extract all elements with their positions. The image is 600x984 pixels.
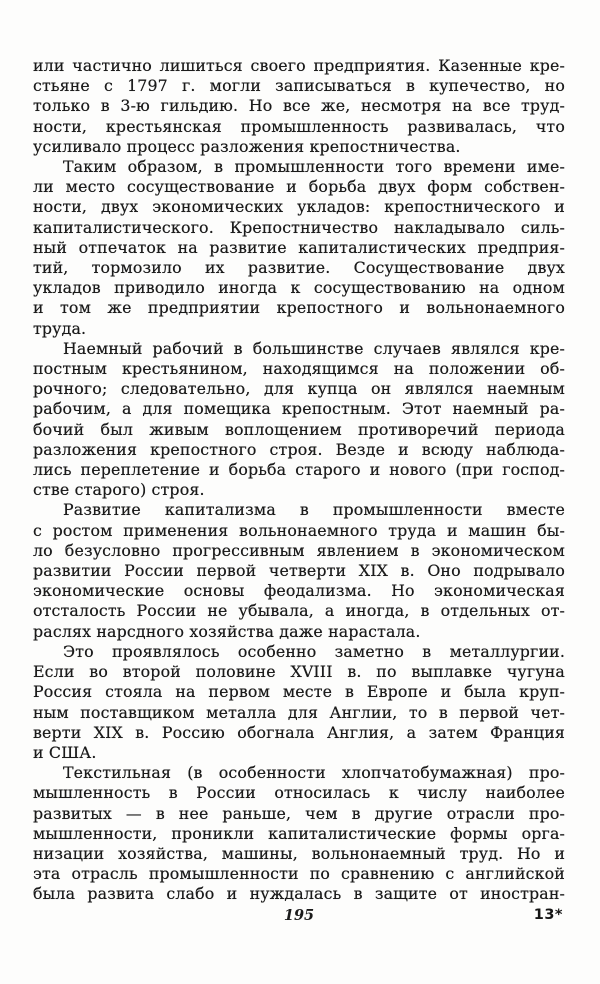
text-line: тий, тормозило их развитие. Сосуществование двух [33,258,565,278]
text-line: ло безусловно прогрессивным явлением в экономическом [33,540,565,560]
text-line: мышленности, проникли капиталистические формы орга- [33,823,565,843]
page-footer [33,907,565,929]
text-line: только в 3-ю гильдию. Но все же, несмотря на все труд- [33,96,565,116]
text-line: Наемный рабочий в большинстве случаев являлся кре- [63,338,565,358]
text-line: стьяне с 1797 г. могли записываться в купечество, но [33,76,565,96]
text-line: укладов приводило иногда к сосуществованию на одном [33,278,565,298]
text-line: Если во второй половине XVIII в. по выплавке чугуна [33,662,565,682]
page-text [33,56,565,905]
text-line: развитых — в нее раньше, чем в другие отрасли про- [33,803,565,823]
text-line: или частично лишиться своего предприятия. Казенные кре- [33,56,565,75]
text-line: Текстильная (в особенности хлопчатобумажная) про- [63,763,565,783]
text-line: эта отрасль промышленности по сравнению с английской [33,864,565,884]
text-line: мышленность в России относилась к числу наиболее [33,783,565,803]
paragraph [33,642,565,763]
text-line: бочий был живым воплощением противоречий периода [33,419,565,439]
text-line: низации хозяйства, машины, вольнонаемный труд. Но и [33,843,565,863]
paragraph [33,500,565,641]
text-line: постным крестьянином, находящимся на положении об- [33,359,565,379]
text-line: ности, крестьянская промышленность развивалась, что [33,116,565,136]
text-line: Таким образом, в промышленности того времени име- [63,157,565,177]
text-line: усиливало процесс разложения крепостничества. [33,136,461,156]
text-line: ли место сосуществование и борьба двух форм собствен- [33,177,565,197]
text-line: с ростом применения вольнонаемного труда и машин бы- [33,520,565,540]
paragraph [33,157,565,339]
text-line: и том же предприятии крепостного и вольнонаемного [33,298,565,318]
text-line: верти XIX в. Россию обогнала Англия, а затем Франция [33,722,565,742]
text-line: стве старого) строя. [33,480,205,500]
text-line: экономические основы феодализма. Но экономическая [33,581,565,601]
text-line: была развита слабо и нуждалась в защите от иностран- [33,884,565,904]
page-number: 195 [283,907,315,924]
text-line: Развитие капитализма в промышленности вместе [63,500,565,520]
text-line: Это проявлялось особенно заметно в металлургии. [63,641,565,661]
text-line: лись переплетение и борьба старого и нового (при господ- [33,460,565,480]
text-line: отсталость России не убывала, а иногда, в отдельных от- [33,601,565,621]
text-line: ности, двух экономических укладов: крепостнического и [33,197,565,217]
text-line: развитии России первой четверти XIX в. Оно подрывало [33,561,565,581]
text-line: труда. [33,318,87,338]
text-line: разложения крепостного строя. Везде и всюду наблюда- [33,439,565,459]
signature-mark: 13* [533,907,563,923]
text-line: ным поставщиком металла для Англии, то в первой чет- [33,702,565,722]
paragraph [33,339,565,501]
text-line: раслях нарсдного хозяйства даже нарастала. [33,621,421,641]
text-line: ный отпечаток на развитие капиталистических предприя- [33,237,565,257]
text-line: капиталистического. Крепостничество накладывало силь- [33,217,565,237]
text-line: рочного; следовательно, для купца он являлся наемным [33,379,565,399]
text-line: рабочим, а для помещика крепостным. Этот наемный ра- [33,399,565,419]
paragraph [33,56,565,157]
text-line: Россия стояла на первом месте в Европе и была круп- [33,682,565,702]
text-line: и США. [33,742,97,762]
paragraph [33,763,565,904]
